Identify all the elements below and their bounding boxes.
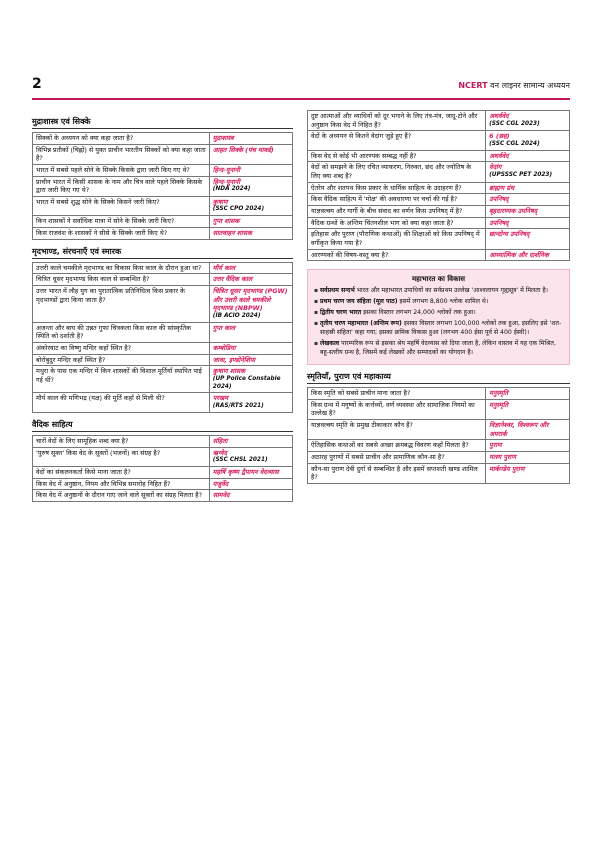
answer-cell (486, 217, 570, 229)
table-row (308, 399, 570, 419)
question-cell: किस वेद से कोई भी आरण्यक सम्बद्ध नहीं है? (308, 150, 486, 162)
answer-text: परखम (212, 394, 229, 403)
exam-reference: (SSC CHSL 2021) (212, 457, 268, 464)
qa-table (32, 262, 293, 413)
answer-cell (209, 216, 292, 228)
question-cell: इतिहास और पुराण (पौराणिक कथाओं) की शिक्षाओं को किस उपनिषद् में वर्गीकृत किया गया है? (308, 229, 486, 249)
answer-cell (209, 366, 292, 393)
answer-text: छान्दोग्य उपनिषद् (489, 230, 530, 239)
table-row (33, 285, 293, 322)
answer-text: ब्राह्मण ग्रंथ (489, 183, 515, 192)
answer-cell (486, 194, 570, 206)
box-title: महाभारत का विकास (412, 275, 465, 284)
right-column (307, 110, 570, 484)
exam-reference: (RAS/RTS 2021) (212, 403, 264, 410)
question-cell: चारों वेदों के लिए सामूहिक शब्द क्या है? (33, 435, 210, 447)
answer-text: अथर्ववेद (489, 151, 509, 160)
running-subtitle: वन लाइनर सामान्य अध्ययन (490, 81, 570, 90)
exam-reference: (SSC CGL 2023) (489, 120, 540, 127)
box-item-lead: तृतीय चरण महाभारत (अन्तिम रूप) (320, 320, 402, 328)
question-cell: कौन-सा पुराण देवी दुर्गा से सम्बन्धित है और इसमें सप्तशती खण्ड शामिल है? (308, 463, 486, 483)
table-row (308, 194, 570, 206)
table-row (33, 227, 293, 239)
answer-text: कुषाण (212, 197, 228, 206)
table-row (33, 490, 293, 502)
table-row (33, 176, 293, 196)
answer-cell (209, 227, 292, 239)
table-row (33, 435, 293, 447)
answer-cell (486, 150, 570, 162)
table-row (33, 322, 293, 342)
question-cell: वेदों के अध्ययन से कितने वेदांग जुड़े हुए हैं? (308, 131, 486, 150)
question-cell: 'पुरुष सूक्त' किस वेद के सूक्तों (भजनों) का संग्रह है? (33, 447, 210, 466)
question-cell: वेदों को समझने के लिए रचित व्याकरण, निरुक्त, छंद और ज्योतिष के लिए क्या शब्द है? (308, 162, 486, 182)
answer-text: विज्ञानेश्वर, विश्वरूप और अपरार्क (489, 421, 549, 438)
table-row (33, 466, 293, 478)
table-row (33, 393, 293, 412)
answer-cell (209, 322, 292, 342)
question-cell: किस वेद में अनुष्ठानों के दौरान गाए जाने वाले सूक्तों का संग्रह मिलता है? (33, 490, 210, 502)
box-item-text: इसमें लगभग 8,800 श्लोक शामिल थे। (399, 298, 489, 306)
question-cell: मौर्य काल की मणिभद्र (यक्ष) की मूर्ति कहाँ से मिली थी? (33, 393, 210, 412)
question-cell: उत्तर भारत में लौह युग का पुरातात्विक प्रतिनिधित्व किस प्रकार के मृदभाण्डों द्वारा किया जाता है? (33, 285, 210, 322)
exam-reference: (NDA 2024) (212, 186, 251, 193)
table-row (33, 354, 293, 366)
answer-text: चित्रित धूसर मृदभाण्ड (PGW) और उत्तरी काले चमकीले मृदभाण्ड (NBPW) (212, 286, 288, 313)
header-rule (32, 98, 570, 100)
box-item (314, 340, 563, 358)
answer-cell (209, 342, 292, 354)
table-row (308, 229, 570, 249)
question-cell: बोरोबुदुर मन्दिर कहाँ स्थित है? (33, 354, 210, 366)
answer-cell (486, 182, 570, 194)
answer-cell (209, 196, 292, 215)
answer-text: हिन्द-यूनानी (212, 177, 240, 186)
answer-cell (486, 399, 570, 419)
answer-text: महर्षि कृष्ण द्वैपायन वेदव्यास (212, 467, 279, 476)
exam-reference: (SSC CGL 2024) (489, 140, 540, 147)
answer-cell (486, 249, 570, 261)
answer-text: गुप्त काल (212, 323, 236, 332)
table-row (308, 420, 570, 440)
answer-cell (209, 466, 292, 478)
brand-label: NCERT (458, 81, 488, 90)
question-cell: ऐतरेय और शतपथ किस प्रकार के धार्मिक साहित्य के उदाहरण हैं? (308, 182, 486, 194)
box-item (314, 320, 563, 338)
table-row (308, 440, 570, 452)
answer-cell (209, 490, 292, 502)
section-title: मुद्राशास्त्र एवं सिक्के (32, 116, 293, 129)
left-column (32, 110, 293, 502)
box-item-lead: सर्वप्रथम सन्दर्भ (320, 287, 355, 295)
question-cell: अठारह पुराणों में सबसे प्राचीन और प्रामाणिक कौन-सा है? (308, 452, 486, 464)
box-item-text: भारत और महाभारत उपाधियों का सर्वप्रथम उल्लेख 'आश्वलायन गृह्यसूत्र' में मिलता है। (356, 287, 548, 295)
question-cell: भारत में सबसे शुद्ध सोने के सिक्के किसने जारी किए? (33, 196, 210, 215)
question-cell: किस वैदिक साहित्य में 'मोक्ष' की अवधारणा पर चर्चा की गई है? (308, 194, 486, 206)
answer-cell (209, 447, 292, 466)
box-item-lead: द्वितीय चरण भारत (320, 309, 362, 317)
box-item-text: पारम्परिक रूप से इसका श्रेय महर्षि वेदव्यास को दिया जाता है, लेकिन वास्तव में यह एक मिश्रित, बहु-स्तरीय ग्रन्थ है, जिसमें कई लेखकों और सम्पादकों का योगदान है। (320, 340, 556, 357)
question-cell: मथुरा के पास एक मन्दिर में किन शासकों की विशाल मूर्तियाँ स्थापित पाई गई थीं? (33, 366, 210, 393)
answer-cell (486, 452, 570, 464)
answer-text: 6 (छह) (489, 132, 510, 141)
exam-reference: (SSC CPO 2024) (212, 206, 265, 213)
answer-text: सातवाहन शासक (212, 228, 253, 237)
answer-cell (486, 131, 570, 150)
question-cell: विभिन्न प्रतीकों (चिह्नों) से युक्त प्राचीन भारतीय सिक्कों को क्या कहा जाता है? (33, 144, 210, 164)
answer-text: गुप्त शासक (212, 217, 240, 226)
answer-text: बृहदारण्यक उपनिषद् (489, 206, 538, 215)
question-cell: भारत में सबसे पहले सोने के सिक्के किसके द्वारा जारी किए गए थे? (33, 164, 210, 176)
answer-text: जावा, इण्डोनेशिया (212, 355, 256, 364)
table-row (308, 182, 570, 194)
question-cell: याज्ञवल्क्य स्मृति के प्रमुख टीकाकार कौन हैं? (308, 420, 486, 440)
answer-text: मनुस्मृति (489, 389, 509, 398)
answer-text: उपनिषद् (489, 218, 509, 227)
question-cell: वेदों का संकलनकर्ता किसे माना जाता है? (33, 466, 210, 478)
exam-reference: (UPSSSC PET 2023) (489, 172, 553, 179)
table-row (33, 216, 293, 228)
box-item (314, 309, 563, 318)
question-cell: आरण्यकों की विषय-वस्तु क्या है? (308, 249, 486, 261)
answer-text: मौर्य काल (212, 263, 236, 272)
table-row (33, 274, 293, 286)
table-row (308, 217, 570, 229)
table-row (33, 478, 293, 490)
question-cell: किस राजवंश के शासकों ने सीसे के सिक्के जारी किए थे? (33, 227, 210, 239)
table-row (308, 205, 570, 217)
answer-cell (209, 144, 292, 164)
table-row (308, 249, 570, 261)
answer-cell (486, 162, 570, 182)
table-row (308, 452, 570, 464)
answer-text: यजुर्वेद (212, 479, 229, 488)
table-row (308, 162, 570, 182)
mahabharata-box (307, 269, 570, 365)
table-row (33, 342, 293, 354)
table-row (33, 447, 293, 466)
answer-cell (209, 176, 292, 196)
box-item-text: इसका विस्तार लगभग 100,000 श्लोकों तक हुआ, इसलिए इसे 'शत-साहस्री संहिता' कहा गया; इसका क्रमिक विकास हुआ (लगभग 400 ईसा पूर्व से 400 ईस्वी)। (320, 320, 562, 337)
qa-table (32, 132, 293, 240)
question-cell: किस स्मृति को सबसे प्राचीन माना जाता है? (308, 388, 486, 400)
question-cell: किन शासकों ने सर्वाधिक मात्रा में सोने के सिक्के जारी किए? (33, 216, 210, 228)
box-item (314, 298, 563, 307)
table-row (308, 150, 570, 162)
answer-cell (209, 435, 292, 447)
answer-text: वेदांग (489, 163, 502, 172)
answer-text: आध्यात्मिक और दार्शनिक (489, 250, 549, 259)
answer-cell (209, 133, 292, 145)
exam-reference: (IB ACIO 2024) (212, 312, 261, 319)
answer-cell (209, 262, 292, 274)
answer-text: उत्तर वैदिक काल (212, 275, 253, 284)
question-cell: उत्तरी काले चमकीले मृदभाण्ड का विकास किस काल के दौरान हुआ था? (33, 262, 210, 274)
answer-text: कम्बोडिया (212, 343, 236, 352)
answer-cell (486, 463, 570, 483)
question-cell: प्राचीन भारत में किसी शासक के नाम और चित्र वाले पहले सिक्के किसके द्वारा जारी किए गए थे? (33, 176, 210, 196)
question-cell: सिक्कों के अध्ययन को क्या कहा जाता है? (33, 133, 210, 145)
question-cell: चित्रित धूसर मृदभाण्ड किस काल से सम्बन्धित है? (33, 274, 210, 286)
answer-cell (486, 440, 570, 452)
answer-text: हिन्द-यूनानी (212, 165, 240, 174)
answer-cell (486, 111, 570, 131)
question-cell: याज्ञवल्क्य और गार्गी के बीच संवाद का वर्णन किस उपनिषद् में है? (308, 205, 486, 217)
answer-cell (486, 229, 570, 249)
section-title: मृदभाण्ड, संरचनाएँ एवं स्मारक (32, 246, 293, 259)
table-row (33, 262, 293, 274)
answer-cell (209, 478, 292, 490)
answer-text: उपनिषद् (489, 195, 509, 204)
answer-text: कुषाण शासक (212, 367, 246, 376)
table-row (33, 144, 293, 164)
answer-text: संहिता (212, 436, 228, 445)
answer-cell (209, 164, 292, 176)
table-row (308, 463, 570, 483)
box-item-text: इसका विस्तार लगभग 24,000 श्लोकों तक हुआ। (363, 309, 476, 317)
answer-text: सामवेद (212, 491, 230, 500)
table-row (33, 133, 293, 145)
exam-reference: (UP Police Constable 2024) (212, 375, 281, 390)
qa-table (32, 435, 293, 502)
table-row (308, 111, 570, 131)
answer-text: आहत सिक्के (पंच मार्क्ड) (212, 145, 274, 154)
table-row (33, 366, 293, 393)
box-item (314, 287, 563, 296)
question-cell: वैदिक ग्रन्थों के अन्तिम चिंतनशील भाग को क्या कहा जाता है? (308, 217, 486, 229)
question-cell: दुष्ट आत्माओं और व्याधियों को दूर भगाने के लिए तंत्र-मंत्र, जादू-टोने और अनुष्ठान किस वेद में निहित हैं? (308, 111, 486, 131)
box-item-lead: प्रथम चरण जय संहिता (मूल पाठ) (320, 298, 398, 306)
section-title: स्मृतियाँ, पुराण एवं महाकाव्य (307, 371, 570, 384)
answer-cell (486, 420, 570, 440)
table-row (33, 196, 293, 215)
page-header (32, 76, 570, 98)
table-row (308, 131, 570, 150)
question-cell: ऐतिहासिक कथाओं का सबसे अच्छा क्रमबद्ध विवरण कहाँ मिलता है? (308, 440, 486, 452)
answer-cell (209, 393, 292, 412)
question-cell: अजन्ता और बाघ की उन्नत गुफा चित्रकला किस काल की सांस्कृतिक स्थिति को दर्शाती है? (33, 322, 210, 342)
table-row (308, 388, 570, 400)
question-cell: अंकोरवाट का विष्णु मन्दिर कहाँ स्थित है? (33, 342, 210, 354)
answer-text: ऋग्वेद (212, 448, 227, 457)
running-title (458, 80, 570, 91)
answer-text: मनुस्मृति (489, 400, 509, 409)
answer-text: पुराण (489, 441, 502, 450)
answer-text: मार्कण्डेय पुराण (489, 464, 525, 473)
answer-cell (209, 285, 292, 322)
answer-cell (209, 354, 292, 366)
box-item-lead: लेखकत्व (320, 340, 340, 348)
answer-cell (486, 205, 570, 217)
answer-text: अथर्ववेद (489, 112, 509, 120)
table-row (33, 164, 293, 176)
vedic-continued-table (307, 110, 570, 261)
section-title: वैदिक साहित्य (32, 419, 293, 432)
answer-cell (486, 388, 570, 400)
question-cell: किस वेद में अनुष्ठान, नियम और विभिन्न समारोह निहित हैं? (33, 478, 210, 490)
question-cell: किस ग्रन्थ में मनुष्यों के कर्त्तव्यों, वर्ण व्यवस्था और सामाजिक नियमों का उल्लेख है? (308, 399, 486, 419)
page-number: 2 (32, 76, 42, 92)
answer-text: मत्स्य पुराण (489, 453, 516, 462)
answer-cell (209, 274, 292, 286)
answer-text: मुद्राशास्त्र (212, 134, 234, 142)
smriti-table (307, 387, 570, 484)
